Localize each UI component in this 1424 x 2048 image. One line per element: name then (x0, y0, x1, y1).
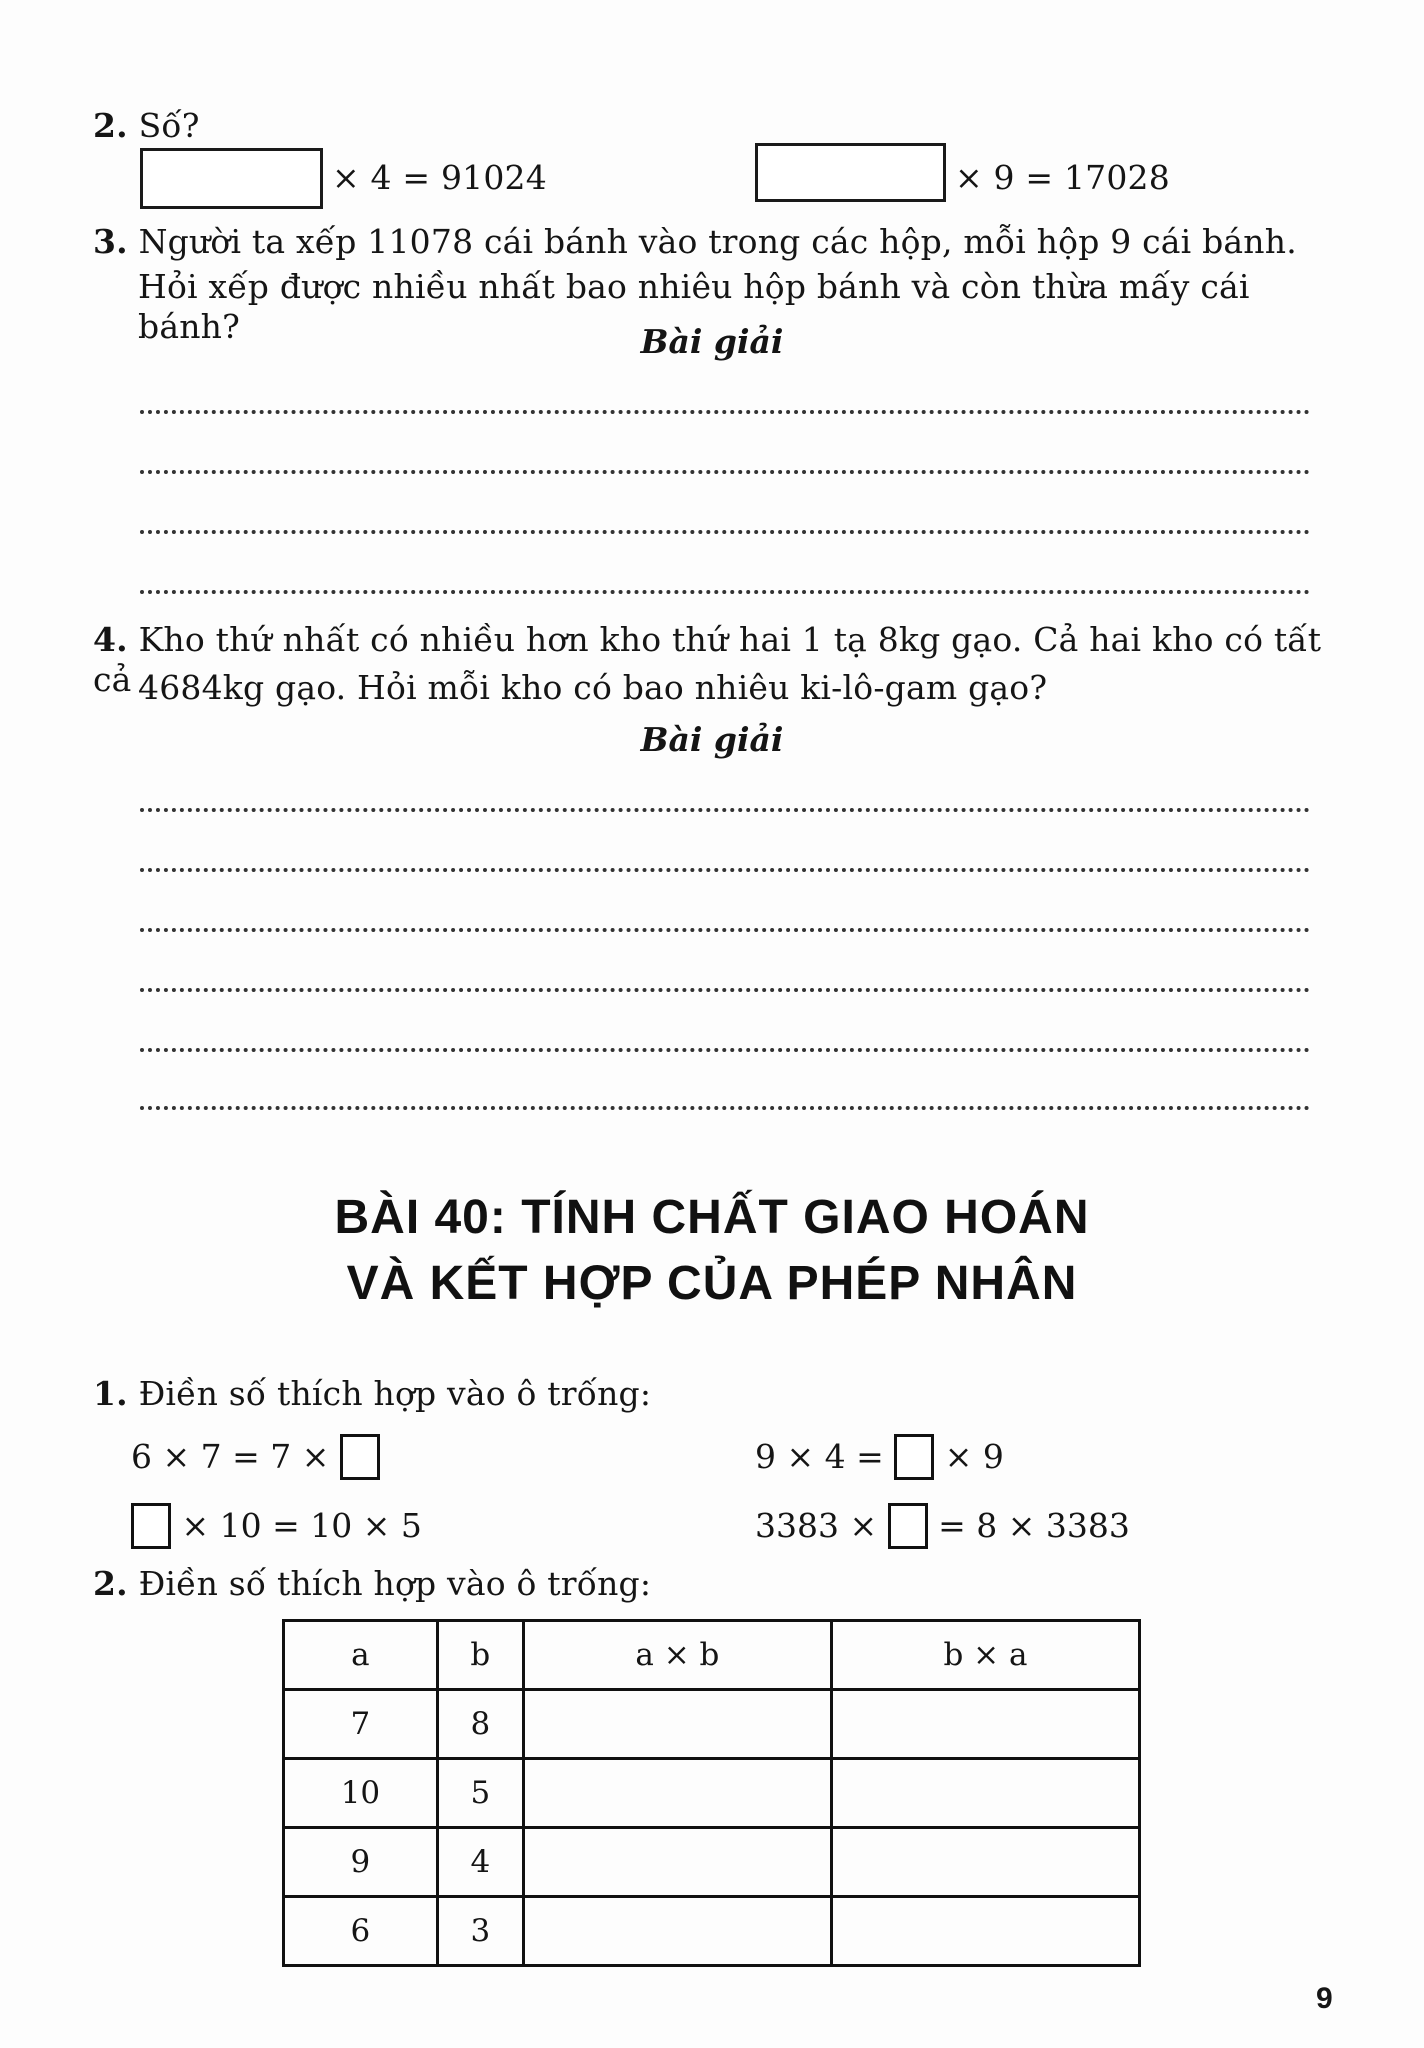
answer-line[interactable] (140, 1048, 1310, 1052)
question-text-line-2: Hỏi xếp được nhiều nhất bao nhiêu hộp bánh và còn thừa mấy cái bánh? (138, 267, 1250, 346)
answer-line[interactable] (140, 590, 1310, 594)
cell-b-times-a[interactable] (831, 1828, 1139, 1897)
cell-b: 4 (437, 1828, 523, 1897)
cell-b: 8 (437, 1690, 523, 1759)
question-2-heading (93, 106, 200, 146)
answer-box[interactable] (131, 1503, 171, 1549)
table-row (284, 1759, 1140, 1828)
answer-box[interactable] (888, 1503, 928, 1549)
answer-box[interactable] (894, 1434, 934, 1480)
answer-line[interactable] (140, 868, 1310, 872)
cell-a: 10 (284, 1759, 438, 1828)
answer-box[interactable] (340, 1434, 380, 1480)
table-row (284, 1828, 1140, 1897)
question-number: 4. (93, 620, 128, 659)
equation-3 (131, 1503, 422, 1549)
column-header-b: b (437, 1621, 523, 1690)
lesson-title-line-2: VÀ KẾT HỢP CỦA PHÉP NHÂN (346, 1257, 1078, 1310)
question-number: 2. (93, 106, 128, 145)
exercise-1-heading (93, 1374, 651, 1414)
equation-text: 9 × 4 = (755, 1437, 884, 1476)
cell-b: 3 (437, 1897, 523, 1966)
equation-text: × 4 = 91024 (332, 158, 547, 197)
solution-label: Bài giải (640, 322, 784, 361)
table-row (284, 1690, 1140, 1759)
cell-a-times-b[interactable] (523, 1759, 831, 1828)
question-text-line-1: Người ta xếp 11078 cái bánh vào trong các hộp, mỗi hộp 9 cái bánh. (138, 222, 1297, 261)
equation-text: × 9 = 17028 (955, 158, 1170, 197)
cell-b-times-a[interactable] (831, 1690, 1139, 1759)
answer-line[interactable] (140, 928, 1310, 932)
answer-line[interactable] (140, 1106, 1310, 1110)
equation-text: × 9 (944, 1437, 1004, 1476)
cell-a: 6 (284, 1897, 438, 1966)
exercise-number: 2. (93, 1564, 128, 1603)
page-number: 9 (1316, 1982, 1333, 2015)
answer-line[interactable] (140, 808, 1310, 812)
equation-text: = 8 × 3383 (938, 1506, 1130, 1545)
question-3 (93, 222, 1333, 262)
answer-line[interactable] (140, 470, 1310, 474)
cell-a-times-b[interactable] (523, 1690, 831, 1759)
exercise-prompt: Điền số thích hợp vào ô trống: (138, 1564, 652, 1603)
answer-line[interactable] (140, 410, 1310, 414)
exercise-number: 1. (93, 1374, 128, 1413)
cell-a: 7 (284, 1690, 438, 1759)
multiplication-table (282, 1619, 1141, 1967)
cell-a-times-b[interactable] (523, 1897, 831, 1966)
cell-b-times-a[interactable] (831, 1759, 1139, 1828)
equation-text: 3383 × (755, 1506, 878, 1545)
column-header-a-times-b: a × b (523, 1621, 831, 1690)
exercise-prompt: Điền số thích hợp vào ô trống: (138, 1374, 652, 1413)
question-prompt: Số? (138, 106, 200, 145)
cell-b: 5 (437, 1759, 523, 1828)
lesson-title-line-1: BÀI 40: TÍNH CHẤT GIAO HOÁN (334, 1191, 1090, 1244)
answer-line[interactable] (140, 988, 1310, 992)
answer-box[interactable] (755, 143, 946, 202)
solution-label: Bài giải (640, 720, 784, 759)
question-text-line-2: 4684kg gạo. Hỏi mỗi kho có bao nhiêu ki-lô-gam gạo? (138, 668, 1048, 707)
question-number: 3. (93, 222, 128, 261)
equation-4 (755, 1503, 1130, 1549)
cell-b-times-a[interactable] (831, 1897, 1139, 1966)
answer-line[interactable] (140, 530, 1310, 534)
cell-a-times-b[interactable] (523, 1828, 831, 1897)
question-text-line-1: Kho thứ nhất có nhiều hơn kho thứ hai 1 tạ 8kg gạo. Cả hai kho có tất cả (93, 620, 1322, 699)
exercise-2-heading (93, 1564, 651, 1604)
table-row (284, 1897, 1140, 1966)
equation-text: 6 × 7 = 7 × (131, 1437, 330, 1476)
column-header-b-times-a: b × a (831, 1621, 1139, 1690)
equation-1 (131, 1434, 380, 1480)
answer-box[interactable] (140, 148, 323, 209)
equation-text: × 10 = 10 × 5 (181, 1506, 422, 1545)
equation-2 (755, 1434, 1004, 1480)
table-header-row (284, 1621, 1140, 1690)
column-header-a: a (284, 1621, 438, 1690)
cell-a: 9 (284, 1828, 438, 1897)
